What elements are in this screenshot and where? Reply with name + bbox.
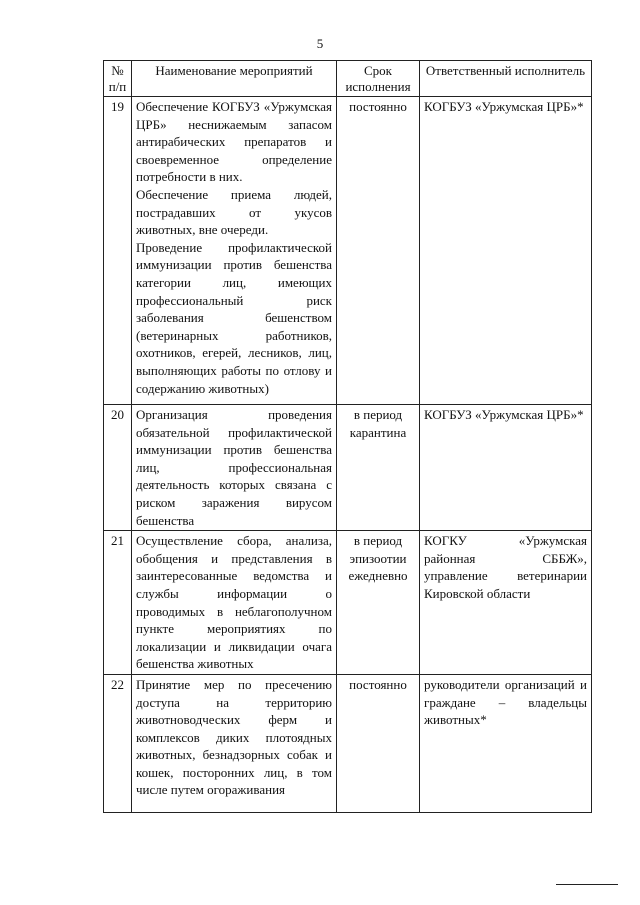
row-term: постоянно bbox=[337, 97, 420, 405]
measure-paragraph: Организация проведения обязательной профилактической иммунизации против бешенства лиц, профессиональная деятельность которых связана с риском заражения вирусом бешенства bbox=[136, 407, 332, 528]
footer-rule bbox=[556, 884, 618, 885]
measure-paragraph: Обеспечение КОГБУЗ «Уржумская ЦРБ» неснижаемым запасом антирабических препаратов и своевременное определение потребности в них. bbox=[136, 99, 332, 185]
row-term: постоянно bbox=[337, 674, 420, 812]
row-number: 21 bbox=[104, 531, 132, 675]
table-row bbox=[104, 405, 592, 531]
page-number: 5 bbox=[316, 36, 324, 51]
measure-paragraph: Обеспечение приема людей, пострадавших от укусов животных, вне очереди. bbox=[136, 186, 332, 238]
row-number: 19 bbox=[104, 97, 132, 405]
measure-paragraph: Проведение профилактической иммунизации против бешенства категории лиц, имеющих профессиональный риск заболевания бешенством (ветеринарных работников, охотников, егерей, лесников, лиц, выполняющих работы по отлову и содержанию животных) bbox=[136, 239, 332, 396]
row-responsible: руководители организаций и граждане – владельцы животных* bbox=[420, 674, 592, 812]
header-responsible: Ответственный исполнитель bbox=[420, 61, 592, 97]
row-number: 20 bbox=[104, 405, 132, 531]
row-measure bbox=[132, 531, 337, 675]
row-responsible: КОГКУ «Уржумская районная СББЖ», управление ветеринарии Кировской области bbox=[420, 531, 592, 675]
header-name: Наименование мероприятий bbox=[132, 61, 337, 97]
row-measure bbox=[132, 405, 337, 531]
row-responsible: КОГБУЗ «Уржумская ЦРБ»* bbox=[420, 97, 592, 405]
row-term: в период карантина bbox=[337, 405, 420, 531]
row-term: в период эпизоотии ежедневно bbox=[337, 531, 420, 675]
row-measure bbox=[132, 97, 337, 405]
measures-table bbox=[103, 60, 592, 813]
row-measure bbox=[132, 674, 337, 812]
header-term: Срок исполнения bbox=[337, 61, 420, 97]
table-row bbox=[104, 97, 592, 405]
header-number: № п/п bbox=[104, 61, 132, 97]
table-row bbox=[104, 531, 592, 675]
measure-paragraph: Принятие мер по пресечению доступа на территорию животноводческих ферм и комплексов диких плотоядных животных, безнадзорных собак и кошек, посторонних лиц, в том числе путем огораживания bbox=[136, 676, 332, 798]
row-responsible: КОГБУЗ «Уржумская ЦРБ»* bbox=[420, 405, 592, 531]
row-number: 22 bbox=[104, 674, 132, 812]
table-row bbox=[104, 674, 592, 812]
measure-paragraph: Осуществление сбора, анализа, обобщения и представления в заинтересованные ведомства и службы информации о проводимых в неблагополучном пункте мероприятиях по локализации и ликвидации очага бешенства животных bbox=[136, 533, 332, 672]
table-header-row bbox=[104, 61, 592, 97]
